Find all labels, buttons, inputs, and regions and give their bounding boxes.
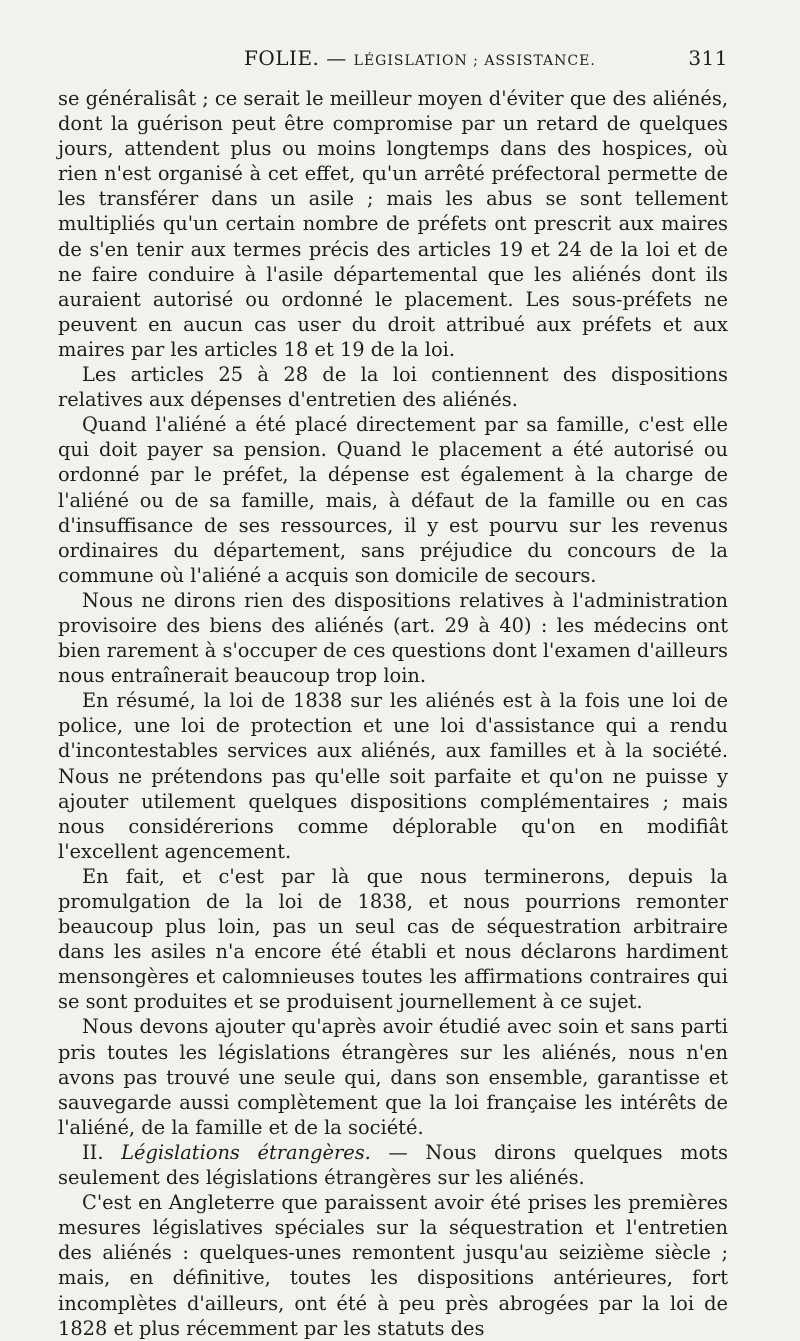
running-header xyxy=(58,46,728,86)
running-title-main: FOLIE. — xyxy=(244,46,354,70)
page-number: 311 xyxy=(688,46,728,70)
paragraph: Nous devons ajouter qu'après avoir étudié avec soin et sans parti pris toutes les législations étrangères sur les aliénés, nous n'en avons pas trouvé une seule qui, dans son ensemble, garantisse et sauvegarde aussi complètement que la loi française les intérêts de l'aliéné, de la famille et de la société. xyxy=(58,1015,728,1139)
paragraph: se généralisât ; ce serait le meilleur moyen d'éviter que des aliénés, dont la guérison peut être compromise par un retard de quelques jours, attendent plus ou moins longtemps dans des hospices, où rien n'est organisé à cet effet, qu'un arrêté préfectoral permette de les transférer dans un asile ; mais les abus se sont tellement multipliés qu'un certain nombre de préfets ont prescrit aux maires de s'en tenir aux termes précis des articles 19 et 24 de la loi et de ne faire conduire à l'asile départemental que les aliénés dont ils auraient autorisé ou ordonné le placement. Les sous-préfets ne peuvent en aucun cas user du droit attribué aux préfets et aux maires par les articles 18 et 19 de la loi. xyxy=(58,87,728,361)
paragraph: Quand l'aliéné a été placé directement par sa famille, c'est elle qui doit payer sa pension. Quand le placement a été autorisé ou ordonné par le préfet, la dépense est également à la charge de l'aliéné ou de sa famille, mais, à défaut de la famille ou en cas d'insuffisance de ses ressources, il y est pourvu sur les revenus ordinaires du département, sans préjudice du concours de la commune où l'aliéné a acquis son domicile de secours. xyxy=(58,413,728,587)
section-heading: Législations étrangères. xyxy=(121,1140,371,1164)
paragraph: En fait, et c'est par là que nous terminerons, depuis la promulgation de la loi de 1838, et nous pourrions remonter beaucoup plus loin, pas un seul cas de séquestration arbitraire dans les asiles n'a encore été établi et nous déclarons hardiment mensongères et calomnieuses toutes les affirmations contraires qui se sont produites et se produisent journellement à ce sujet. xyxy=(58,864,728,1014)
paragraph: Les articles 25 à 28 de la loi contiennent des dispositions relatives aux dépenses d'entretien des aliénés. xyxy=(58,363,728,412)
paragraph: En résumé, la loi de 1838 sur les aliénés est à la fois une loi de police, une loi de protection et une loi d'assistance qui a rendu d'incontestables services aux aliénés, aux familles et à la société. Nous ne prétendons pas qu'elle soit parfaite et qu'on ne puisse y ajouter utilement quelques dispositions complémentaires ; mais nous considérerions comme déplorable qu'on en modifiât l'excellent agencement. xyxy=(58,689,728,863)
section-text: — Nous dirons quelques mots seulement des législations étrangères sur les aliénés. xyxy=(58,1140,728,1190)
paragraph: C'est en Angleterre que paraissent avoir été prises les premières mesures législatives spéciales sur la séquestration et l'entretien des aliénés : quelques-unes remontent jusqu'au seizième siècle ; mais, en définitive, toutes les dispositions antérieures, fort incomplètes d'ailleurs, ont été à peu près abrogées par la loi de 1828 et plus récemment par les statuts des xyxy=(58,1191,728,1340)
section-number: II. xyxy=(82,1140,122,1164)
body-text xyxy=(58,86,728,1341)
running-title-subject: LÉGISLATION ; ASSISTANCE. xyxy=(353,53,596,69)
paragraph: Nous ne dirons rien des dispositions relatives à l'administration provisoire des biens des aliénés (art. 29 à 40) : les médecins ont bien rarement à s'occuper de ces questions dont l'examen d'ailleurs nous entraînerait beaucoup trop loin. xyxy=(58,588,728,688)
running-title xyxy=(244,46,596,70)
section-paragraph xyxy=(58,1140,728,1190)
